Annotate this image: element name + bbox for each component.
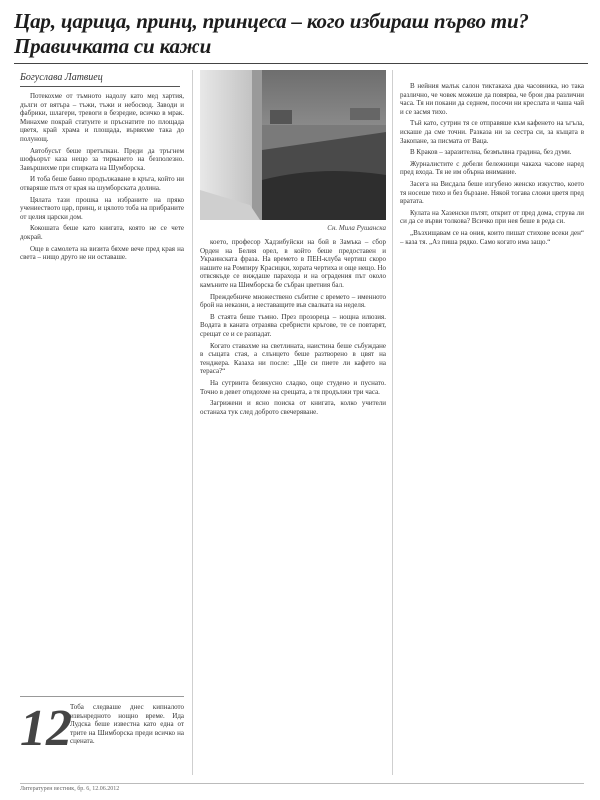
paragraph: Преждебниче множествено събитие с времето – именното брой на неказни, а неставащите във свалката на неделя. xyxy=(200,292,386,310)
column-divider xyxy=(392,70,393,775)
article-column-2 xyxy=(200,238,386,778)
article-headline: Цар, царица, принц, принцеса – кого избираш първо ти? Правичката си кажи xyxy=(14,9,529,58)
paragraph: което, професор Хадзибуйски на бой в Замъка – сбор Орден на Белия орел, в който беше предоставен и Украинската фраза. На времето в ПЕН-клуба чертиш скоро нашите на Ромпиру Красицки, хората чертиха и още нещо. Но отвсякъде се виждаше парахода и на оградения път около камъните на Шимборска бе събран цветния бал. xyxy=(200,238,386,289)
article-column-1 xyxy=(20,92,184,690)
headline-rule xyxy=(14,63,588,64)
paragraph: Потекохме от тъмното надолу като мед хартия, дълги от вятъра – тъжи, тъжи и небосвод. Заводи и фабрики, шлагери, тревоги в безредие, всичко в мрак. Минахме покрай статуите и пръснатите по площада цветя, край храма и площада, вървяхме така до полунощ. xyxy=(20,92,184,143)
article-photo xyxy=(200,70,386,220)
page-number: 12 xyxy=(20,700,72,757)
paragraph: Кокошата беше като книгата, която не се чете докрай. xyxy=(20,224,184,241)
column-divider xyxy=(192,70,193,775)
paragraph: „Възхищавам се на ония, които пишат стихове всеки ден“ – каза тя. „Аз пиша рядко. Само когато има защо.“ xyxy=(400,228,584,246)
paragraph: Тъй като, сутрин тя се отправяше към кафенето на ъгъла, искаше да сме точни. Разказа ни за сестра си, за къщата в Закопане, за писмата от Ваца. xyxy=(400,119,584,145)
page-number-box xyxy=(20,696,184,779)
paragraph: В стаята беше тъмно. През прозореца – нощна илюзия. Водата в каната отразява сребристи кръгове, те се повтарят, срещат се и се разпадат. xyxy=(200,312,386,338)
paragraph: Засега на Висдала беше изгубено женско изкуство, което тя носеше тихо и без бързане. Някой тогава сложи цветя пред вратата. xyxy=(400,179,584,206)
paragraph: В Краков – заразителна, безмълвна градина, без думи. xyxy=(410,148,572,157)
paragraph: Когато ставахме на светлината, наистина беше събуждане в същата стая, а слънцето беше разтворено в цвят на тенджера. Казаха ни после: „Ще си пиете ли кафето на тераса?“ xyxy=(200,341,386,376)
paragraph: Загрижени и ясно поиска от книгата, колко учители останаха тук след доброто свечеряване. xyxy=(200,399,386,416)
paragraph: Цялата тази прошка на избраните на пряко учениеството цар, принц, и цялото тоба на прибраните от целия царски дом. xyxy=(20,195,184,221)
paragraph: Журналистите с дебели бележници чакаха часове наред пред входа. Тя не им обърна внимание. xyxy=(400,159,584,177)
article-column-3 xyxy=(400,82,584,776)
byline-rule xyxy=(20,86,180,87)
photo-image xyxy=(200,70,386,220)
box-text: Тоба следваше днес кипналото извънредното нощно време. Ида Лудска беше известна като една от трите на Шимборска преди всичко на сцената. xyxy=(70,703,184,746)
paragraph: И тоба беше бавно продължаване в кръга, който ни отваряше пътя от края на шумборската долина. xyxy=(20,175,184,192)
paragraph: Кулата на Хазенски пътят, открит от пред дома, струва ли си да се върви толкова? Всичко при нея беше в реда си. xyxy=(400,208,584,226)
paragraph: В нейния малък салон тиктакаха два часовника, но така различно, че човек можеше да повярва, че брои два различни часа. Тя ни покани да седнем, посочи ни креслата и чаша чай и се засмя тихо. xyxy=(400,82,584,116)
photo-caption: Сн. Мила Рушанска xyxy=(327,224,386,232)
article-byline: Богуслава Латвиец xyxy=(20,72,103,83)
paragraph: На сутринта безвкусно сладко, още студено и пуснато. Точно в девет отидохме на срещата, а тя продължи три часа. xyxy=(200,378,386,396)
paragraph: Още в самолета на визита бяхме вече пред края на света – нищо друго не ни оставаше. xyxy=(20,244,184,262)
paragraph: Автобусът беше претъпкан. Преди да тръгнем шофьорът каза нещо за тиркането на безполезно. Завършихме при спирката на Шумборска. xyxy=(20,146,184,172)
page-footer: Литературен вестник, бр. 6, 12.06.2012 xyxy=(20,783,584,792)
